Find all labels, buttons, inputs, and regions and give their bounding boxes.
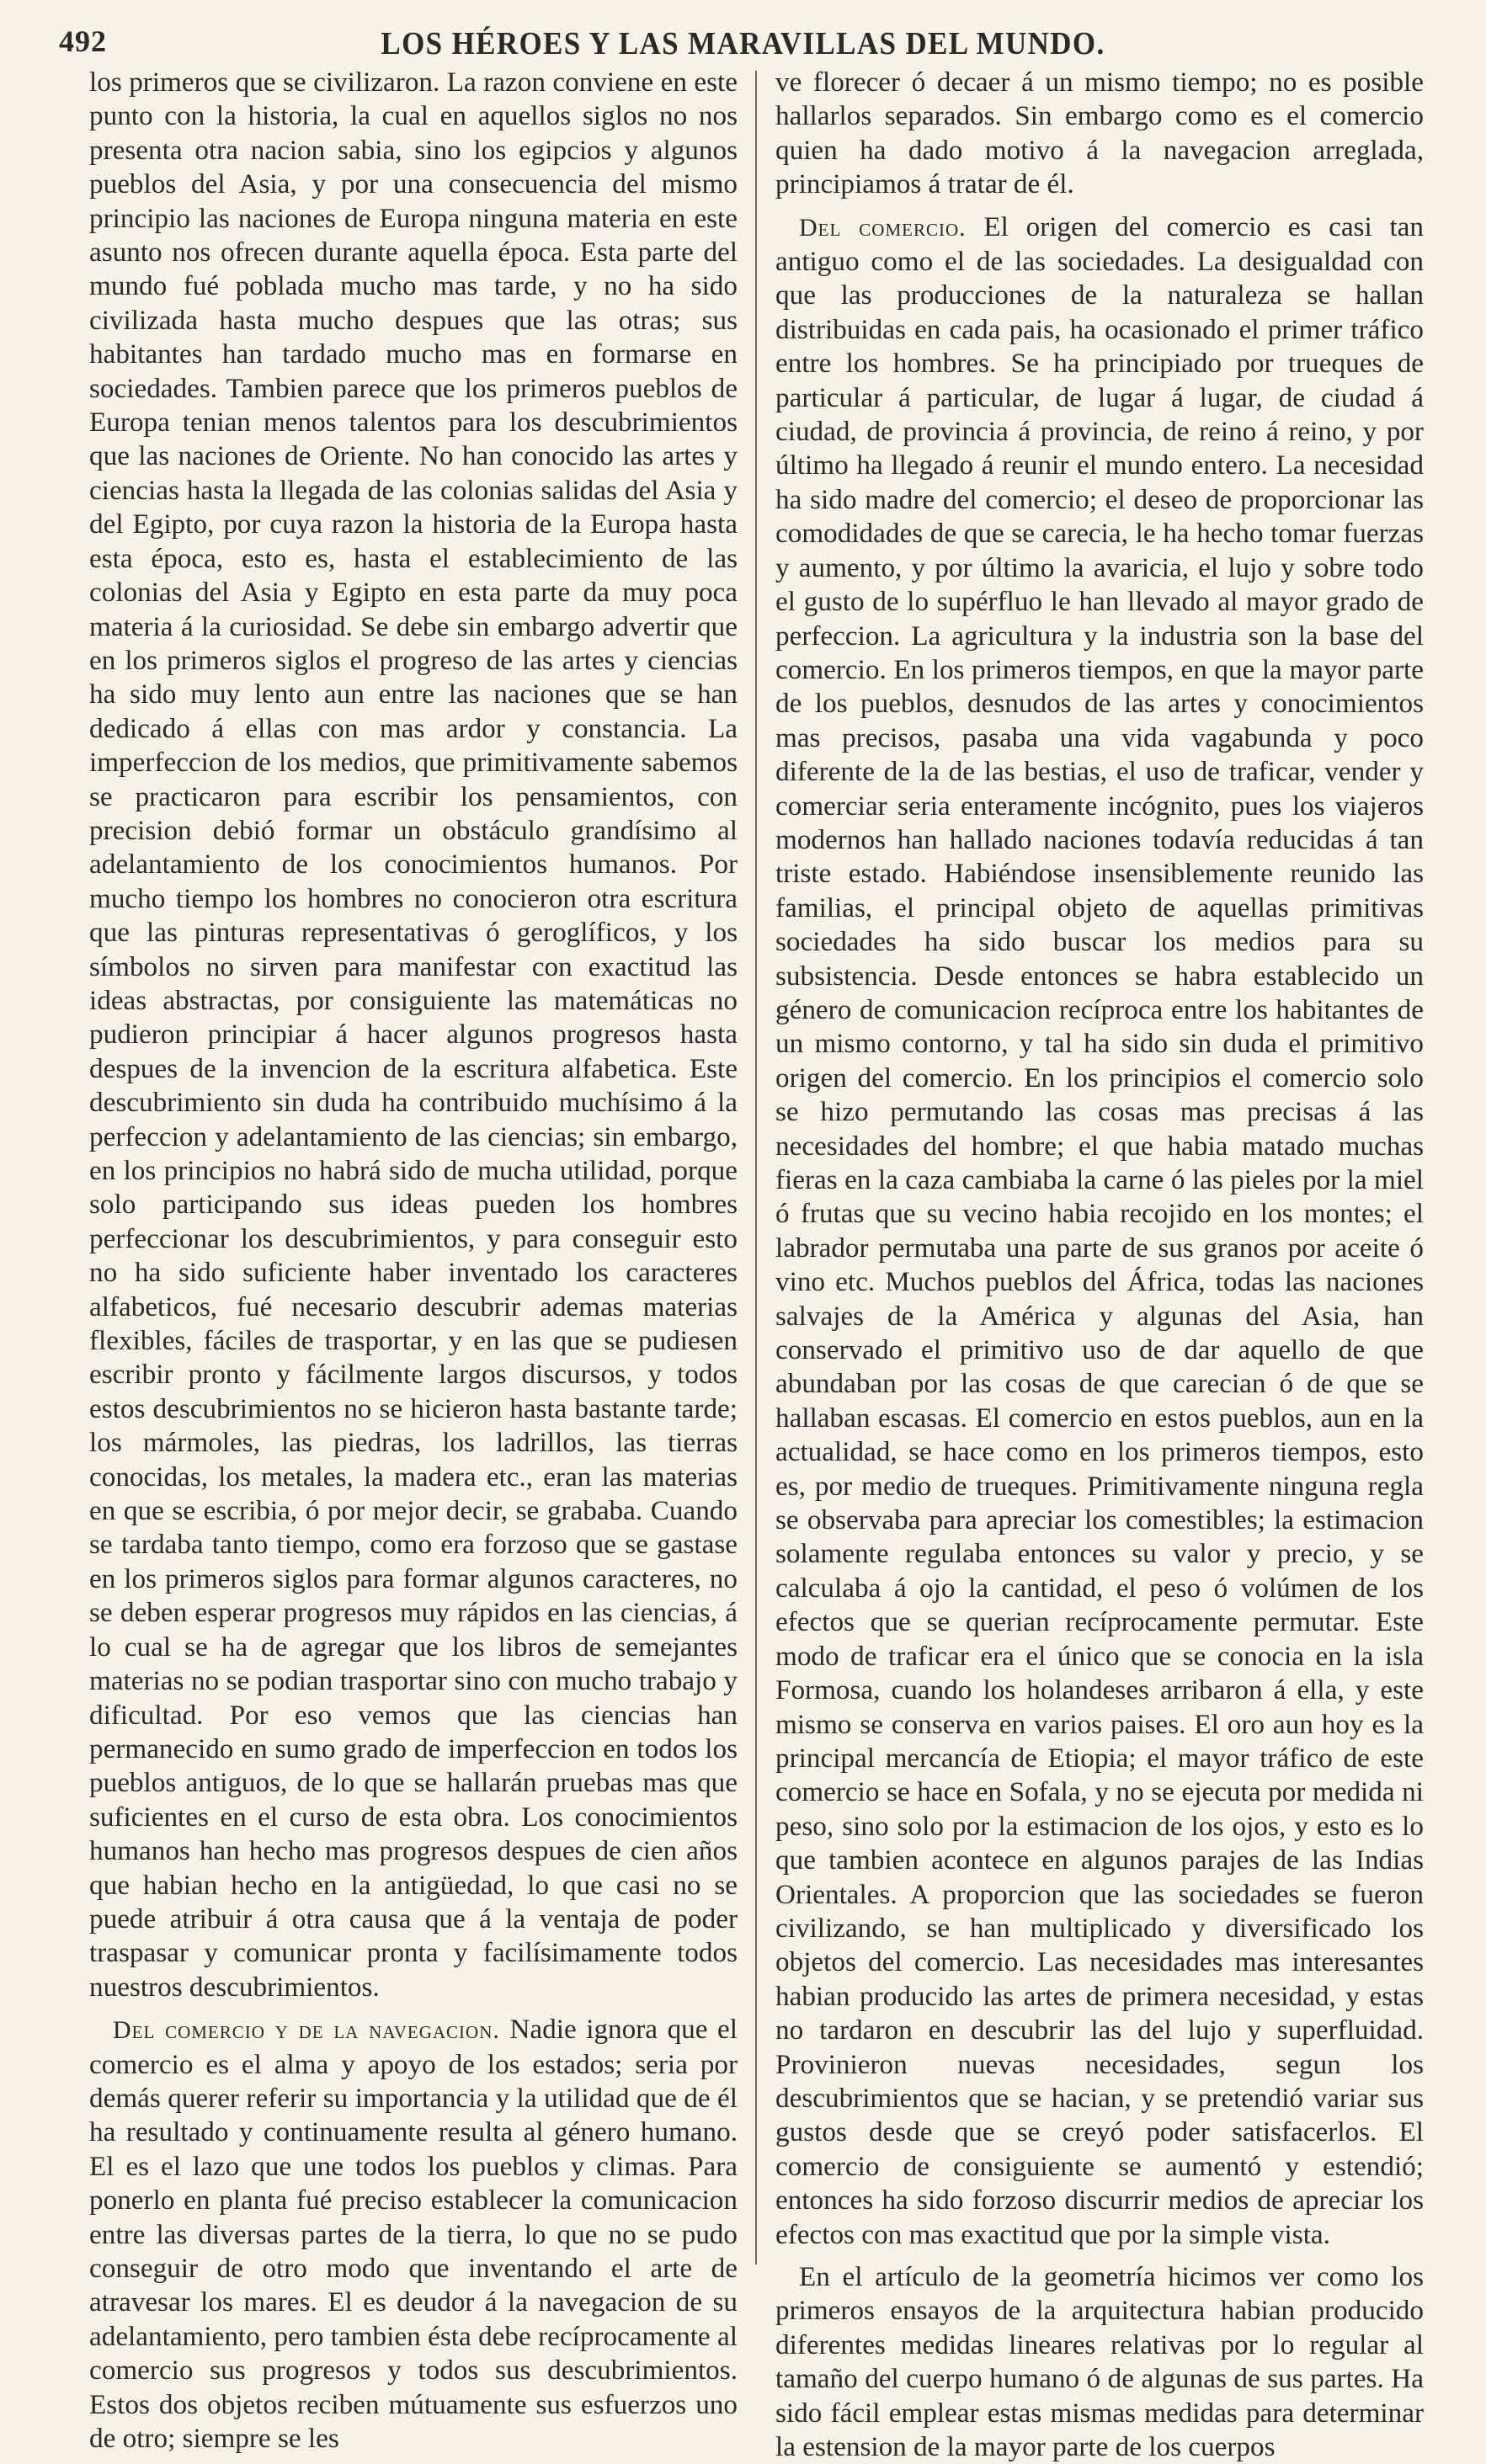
right-paragraph-3: En el artículo de la geometría hicimos ver como los primeros ensayos de la arquitectura habian producido diferentes medidas lineares relativas por lo regular al tamaño del cuerpo humano ó de algunas de sus partes. Ha sido fácil emplear estas mismas medidas para determinar la estension de la mayor parte de los cuerpos: [775, 2261, 1424, 2463]
left-paragraph-1: los primeros que se civilizaron. La razon conviene en este punto con la historia, la cual en aquellos siglos no nos presenta otra nacion sabia, sino los egipcios y algunos pueblos del Asia, y por una consecuencia del mismo principio las naciones de Europa ninguna materia en este asunto nos ofrecen durante aquella época. Esta parte del mundo fué poblada mucho mas tarde, y no ha sido civilizada hasta mucho despues que las otras; sus habitantes han tardado mucho mas en formarse en sociedades. Tambien parece que los primeros pueblos de Europa tenian menos talentos para los descubrimientos que las naciones de Oriente. No han conocido las artes y ciencias hasta la llegada de las colonias salidas del Asia y del Egipto, por cuya razon la historia de la Europa hasta esta época, esto es, hasta el establecimiento de las colonias del Asia y Egipto en esta parte da muy poca materia á la curiosidad. Se debe sin embargo advertir que en los primeros siglos el progreso de las artes y ciencias ha sido muy lento aun entre las naciones que se han dedicado á ellas con mas ardor y constancia. La imperfeccion de los medios, que primitivamente sabemos se practicaron para escribir los pensamientos, con precision debió formar un obstáculo grandísimo al adelantamiento de los conocimientos humanos. Por mucho tiempo los hombres no conocieron otra escritura que las pinturas representativas ó geroglíficos, y los símbolos no sirven para manifestar con exactitud las ideas abstractas, por consiguiente las matemáticas no pudieron principiar á hacer algunos progresos hasta despues de la invencion de la escritura alfabetica. Este descubrimiento sin duda ha contribuido muchísimo á la perfeccion y adelantamiento de las ciencias; sin embargo, en los principios no habrá sido de mucha utilidad, porque solo participando sus ideas pueden los hombres perfeccionar los descubrimientos, y para conseguir esto no ha sido suficiente haber inventado los caracteres alfabeticos, fué necesario descubrir ademas materias flexibles, fáciles de trasportar, y en las que se pudiesen escribir pronto y fácilmente largos discursos, y todos estos descubrimientos no se hicieron hasta bastante tarde; los mármoles, las piedras, los ladrillos, las tierras conocidas, los metales, la madera etc., eran las materias en que se escribia, ó por mejor decir, se grababa. Cuando se tardaba tanto tiempo, como era forzoso que se gastase en los primeros siglos para formar algunos caracteres, no se deben esperar progresos muy rápidos en las ciencias, á lo cual se ha de agregar que los libros de semejantes materias no se podian trasportar sino con mucho trabajo y dificultad. Por eso vemos que las ciencias han permanecido en sumo grado de imperfeccion en todos los pueblos antiguos, de lo que se hallarán pruebas mas que suficientes en el curso de esta obra. Los conocimientos humanos han hecho mas progresos despues de cien años que habian hecho en la antigüedad, lo que casi no se puede atribuir á otra causa que á la ventaja de poder traspasar y comunicar pronta y facilísimamente todos nuestros descubrimientos.: [89, 67, 738, 2003]
right-column: [775, 66, 1424, 2463]
page-header: [59, 19, 1427, 66]
section-heading-commerce: Del comercio.: [799, 213, 967, 242]
right-paragraph-2: [775, 210, 1424, 2252]
text-columns: [89, 66, 1424, 2463]
left-column: [89, 66, 738, 2455]
right-paragraph-2-text: El origen del comercio es casi tan antiguo como el de las sociedades. La desigualdad con que las producciones de la naturaleza se hallan distribuidas en cada pais, ha ocasionado el primer tráfico entre los hombres. Se ha principiado por trueques de particular á particular, de lugar á lugar, de ciudad á ciudad, de provincia á provincia, de reino á reino, y por último ha llegado á reunir el mundo entero. La necesidad ha sido madre del comercio; el deseo de proporcionar las comodidades de que se carecia, le ha hecho tomar fuerzas y aumento, y por último la avaricia, el lujo y sobre todo el gusto de lo supérfluo le han llevado al mayor grado de perfeccion. La agricultura y la industria son la base del comercio. En los primeros tiempos, en que la mayor parte de los pueblos, desnudos de las artes y conocimientos mas precisos, pasaba una vida vagabunda y poco diferente de la de las bestias, el uso de traficar, vender y comerciar seria enteramente incógnito, pues los viajeros modernos han hallado naciones todavía reducidas á tan triste estado. Habiéndose insensiblemente reunido las familias, el principal objeto de aquellas primitivas sociedades ha sido buscar los medios para su subsistencia. Desde entonces se habra establecido un género de comunicacion recíproca entre los habitantes de un mismo contorno, y tal ha sido sin duda el primitivo origen del comercio. En los principios el comercio solo se hizo permutando las cosas mas precisas á las necesidades del hombre; el que habia matado muchas fieras en la caza cambiaba la carne ó las pieles por la miel ó frutas que su vecino habia recojido en los montes; el labrador permutaba una parte de sus granos por aceite ó vino etc. Muchos pueblos del África, todas las naciones salvajes de la América y algunas del Asia, han conservado el primitivo uso de dar aquello de que abundaban por las cosas de que carecian ó de que se hallaban escasas. El comercio en estos pueblos, aun en la actualidad, se hace como en los primeros tiempos, esto es, por medio de trueques. Primitivamente ninguna regla se observaba para apreciar los comestibles; la estimacion solamente regulaba entonces su valor y precio, y se calculaba á ojo la cantidad, el peso ó volúmen de los efectos que se querian recíprocamente permutar. Este modo de traficar era el único que se conocia en la isla Formosa, cuando los holandeses arribaron á ella, y este mismo se conserva en varios paises. El oro aun hoy es la principal mercancía de Etiopia; el mayor tráfico de este comercio se hace en Sofala, y no se ejecuta por medida ni peso, sino solo por la estimacion de los ojos, y esto es lo que tambien acontece en algunos parajes de las Indias Orientales. A proporcion que las sociedades se fueron civilizando, se han multiplicado y diversificado los objetos del comercio. Las necesidades mas interesantes habian producido las artes de primera necesidad, y estas no tardaron en descubrir las del lujo y superfluidad. Provinieron nuevas necesidades, segun los descubrimientos que se hacian, y se pretendió variar sus gustos desde que se creyó poder satisfacerlos. El comercio de consiguiente se aumentó y estendió; entonces ha sido forzoso discurrir medios de apreciar los efectos con mas exactitud que por la simple vista.: [775, 210, 1424, 2250]
section-heading-commerce-navigation: Del comercio y de la navegacion.: [113, 2016, 500, 2045]
right-paragraph-1: ve florecer ó decaer á un mismo tiempo; no es posible hallarlos separados. Sin embargo como es el comercio quien ha dado motivo á la navegacion arreglada, principiamos á tratar de él.: [775, 67, 1424, 200]
running-title: LOS HÉROES Y LAS MARAVILLAS DEL MUNDO.: [381, 26, 1105, 61]
page-number: 492: [59, 24, 107, 58]
left-paragraph-2: [89, 2013, 738, 2456]
left-paragraph-2-text: Nadie ignora que el comercio es el alma y apoyo de los estados; seria por demás querer referir su importancia y la utilidad que de él ha resultado y continuamente resulta al género humano. El es el lazo que une todos los pueblos y climas. Para ponerlo en planta fué preciso establecer la comunicacion entre las diversas partes de la tierra, lo que no se pudo conseguir de otro modo que inventando el arte de atravesar los mares. El es deudor á la navegacion de su adelantamiento, pero tambien ésta debe recíprocamente al comercio sus progresos y todos sus descubrimientos. Estos dos objetos reciben mútuamente sus esfuerzos uno de otro; siempre se les: [89, 2014, 738, 2455]
